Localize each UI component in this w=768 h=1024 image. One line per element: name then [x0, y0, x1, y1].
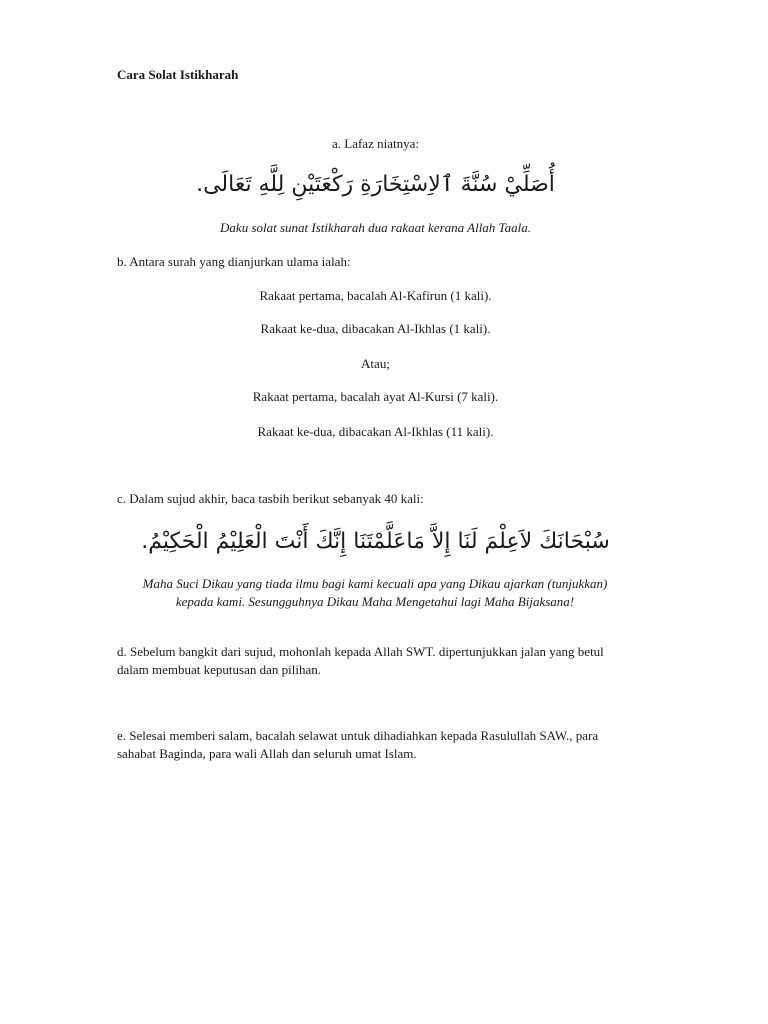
section-c-translation: Maha Suci Dikau yang tiada ilmu bagi kami kecuali apa yang Dikau ajarkan (tunjukkan) kepada kami. Sesungguhnya Dikau Maha Mengetahui lagi Maha Bijaksana!	[142, 576, 608, 609]
section-b-line-2: Rakaat ke-dua, dibacakan Al-Ikhlas (1 kali).	[260, 321, 491, 336]
section-b-or: Atau;	[361, 356, 390, 371]
section-a-heading: a. Lafaz niatnya:	[332, 136, 419, 151]
section-a-translation: Daku solat sunat Istikharah dua rakaat kerana Allah Taala.	[220, 220, 531, 235]
section-b-heading: b. Antara surah yang dianjurkan ulama ialah:	[117, 254, 351, 269]
section-b-line-3: Rakaat pertama, bacalah ayat Al-Kursi (7 kali).	[252, 389, 499, 404]
section-c-heading: c. Dalam sujud akhir, baca tasbih berikut sebanyak 40 kali:	[117, 491, 424, 506]
section-c-arabic-tasbih: سُبْحَانَكَ لاَعِلْمَ لَنَا إِلاَّ مَاعَلَّمْتَنَا إِنَّكَ أَنْتَ الْعَلِيْمُ الْحَكِيْمُ.	[141, 529, 610, 554]
section-d-text: d. Sebelum bangkit dari sujud, mohonlah kepada Allah SWT. dipertunjukkan jalan yang betul dalam membuat keputusan dan pilihan.	[117, 644, 604, 677]
section-b-line-4: Rakaat ke-dua, dibacakan Al-Ikhlas (11 kali).	[257, 424, 494, 439]
section-b-line-1: Rakaat pertama, bacalah Al-Kafirun (1 kali).	[259, 288, 492, 303]
section-a-arabic-intention: أُصَلِّيْ سُنَّةَ ٱلاِسْتِخَارَةِ رَكْعَتَيْنِ لِلَّهِ تَعَالَى.	[196, 172, 555, 197]
section-e-text: e. Selesai memberi salam, bacalah selawat untuk dihadiahkan kepada Rasulullah SAW., para sahabat Baginda, para wali Allah dan seluruh umat Islam.	[117, 728, 599, 761]
document-title: Cara Solat Istikharah	[117, 67, 239, 82]
